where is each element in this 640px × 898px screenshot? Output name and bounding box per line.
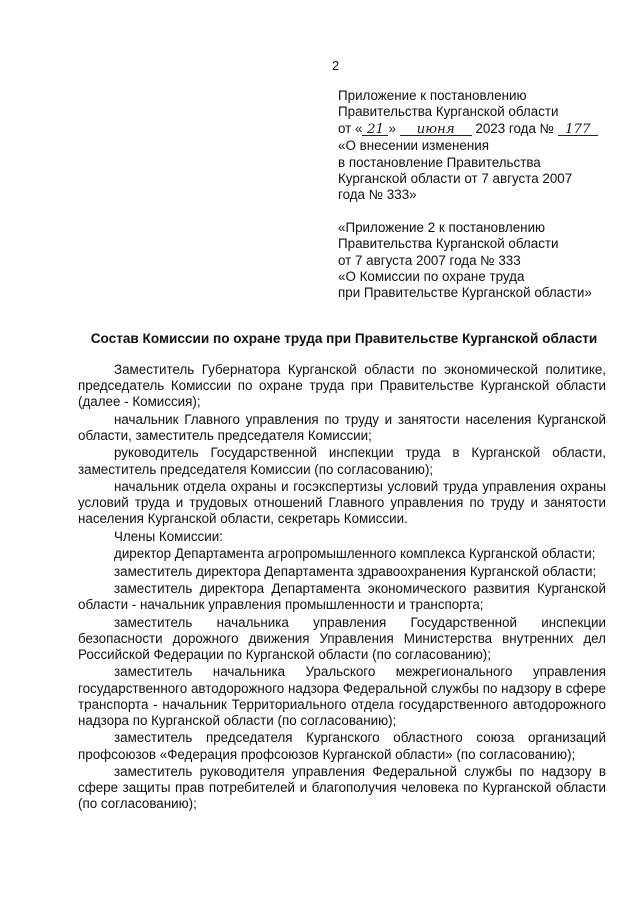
handwritten-day: 21 [362, 122, 388, 138]
appendix-header [338, 88, 628, 302]
appendix-line: в постановление Правительства [338, 154, 541, 170]
member-paragraph: начальник Главного управления по труду и занятости населения Курганской области, заместитель председателя Комиссии; [78, 411, 606, 443]
member-paragraph: заместитель руководителя управления Федеральной службы по надзору в сфере защиты прав потребителей и благополучия человека по Курганской области (по согласованию); [78, 763, 606, 812]
date-mid: » [388, 120, 396, 136]
member-paragraph: заместитель начальника Уральского межрегионального управления государственного автодорожного надзора Федеральной службы по надзору в сфере транспорта - начальник Территориального отдела государственного автодорожного надзора по Курганской области (по согласованию); [78, 664, 606, 728]
appendix2-line: от 7 августа 2007 года № 333 [338, 252, 521, 268]
appendix2-line: «Приложение 2 к постановлению [338, 219, 546, 235]
appendix-line: Курганской области от 7 августа 2007 [338, 171, 573, 187]
appendix-line: «О внесении изменения [338, 138, 489, 154]
document-title: Состав Комиссии по охране труда при Правительстве Курганской области [90, 331, 598, 346]
handwritten-month: июня [400, 122, 472, 138]
appendix2-line: при Правительстве Курганской области» [338, 285, 592, 301]
member-paragraph: заместитель председателя Курганского областного союза организаций профсоюзов «Федерация профсоюзов Курганской области» (по согласованию); [78, 730, 606, 762]
appendix2-line: Правительства Курганской области [338, 236, 559, 252]
members-heading: Члены Комиссии: [114, 528, 223, 544]
member-paragraph: директор Департамента агропромышленного комплекса Курганской области; [114, 546, 596, 562]
appendix-line: года № 333» [338, 187, 417, 203]
members-list [78, 362, 606, 814]
handwritten-doc-number: 177 [558, 122, 598, 138]
appendix-line: Приложение к постановлению [338, 88, 527, 103]
member-paragraph: Заместитель Губернатора Курганской области по экономической политике, председатель Комиссии по охране труда при Правительстве Курганской области (далее - Комиссия); [78, 362, 606, 410]
page-number: 2 [332, 58, 340, 73]
member-paragraph: заместитель начальника управления Государственной инспекции безопасности дорожного движения Управления Министерства внутренних дел Российской Федерации по Курганской области (по согласованию); [78, 614, 606, 662]
member-paragraph: руководитель Государственной инспекции труда в Курганской области, заместитель председателя Комиссии (по согласованию); [78, 445, 606, 477]
date-prefix: от « [338, 120, 363, 136]
appendix-date-line [338, 121, 628, 138]
appendix2-line: «О Комиссии по охране труда [338, 269, 525, 285]
member-paragraph: начальник отдела охраны и госэкспертизы условий труда управления охраны условий труда и трудовых отношений Главного управления по труду и занятости населения Курганской области, секретарь Комиссии. [78, 478, 606, 527]
member-paragraph: заместитель директора Департамента экономического развития Курганской области - начальник управления промышленности и транспорта; [78, 580, 606, 613]
date-suffix: 2023 года № [475, 120, 554, 136]
appendix-line: Правительства Курганской области [338, 104, 559, 120]
member-paragraph: заместитель директора Департамента здравоохранения Курганской области; [114, 563, 597, 579]
